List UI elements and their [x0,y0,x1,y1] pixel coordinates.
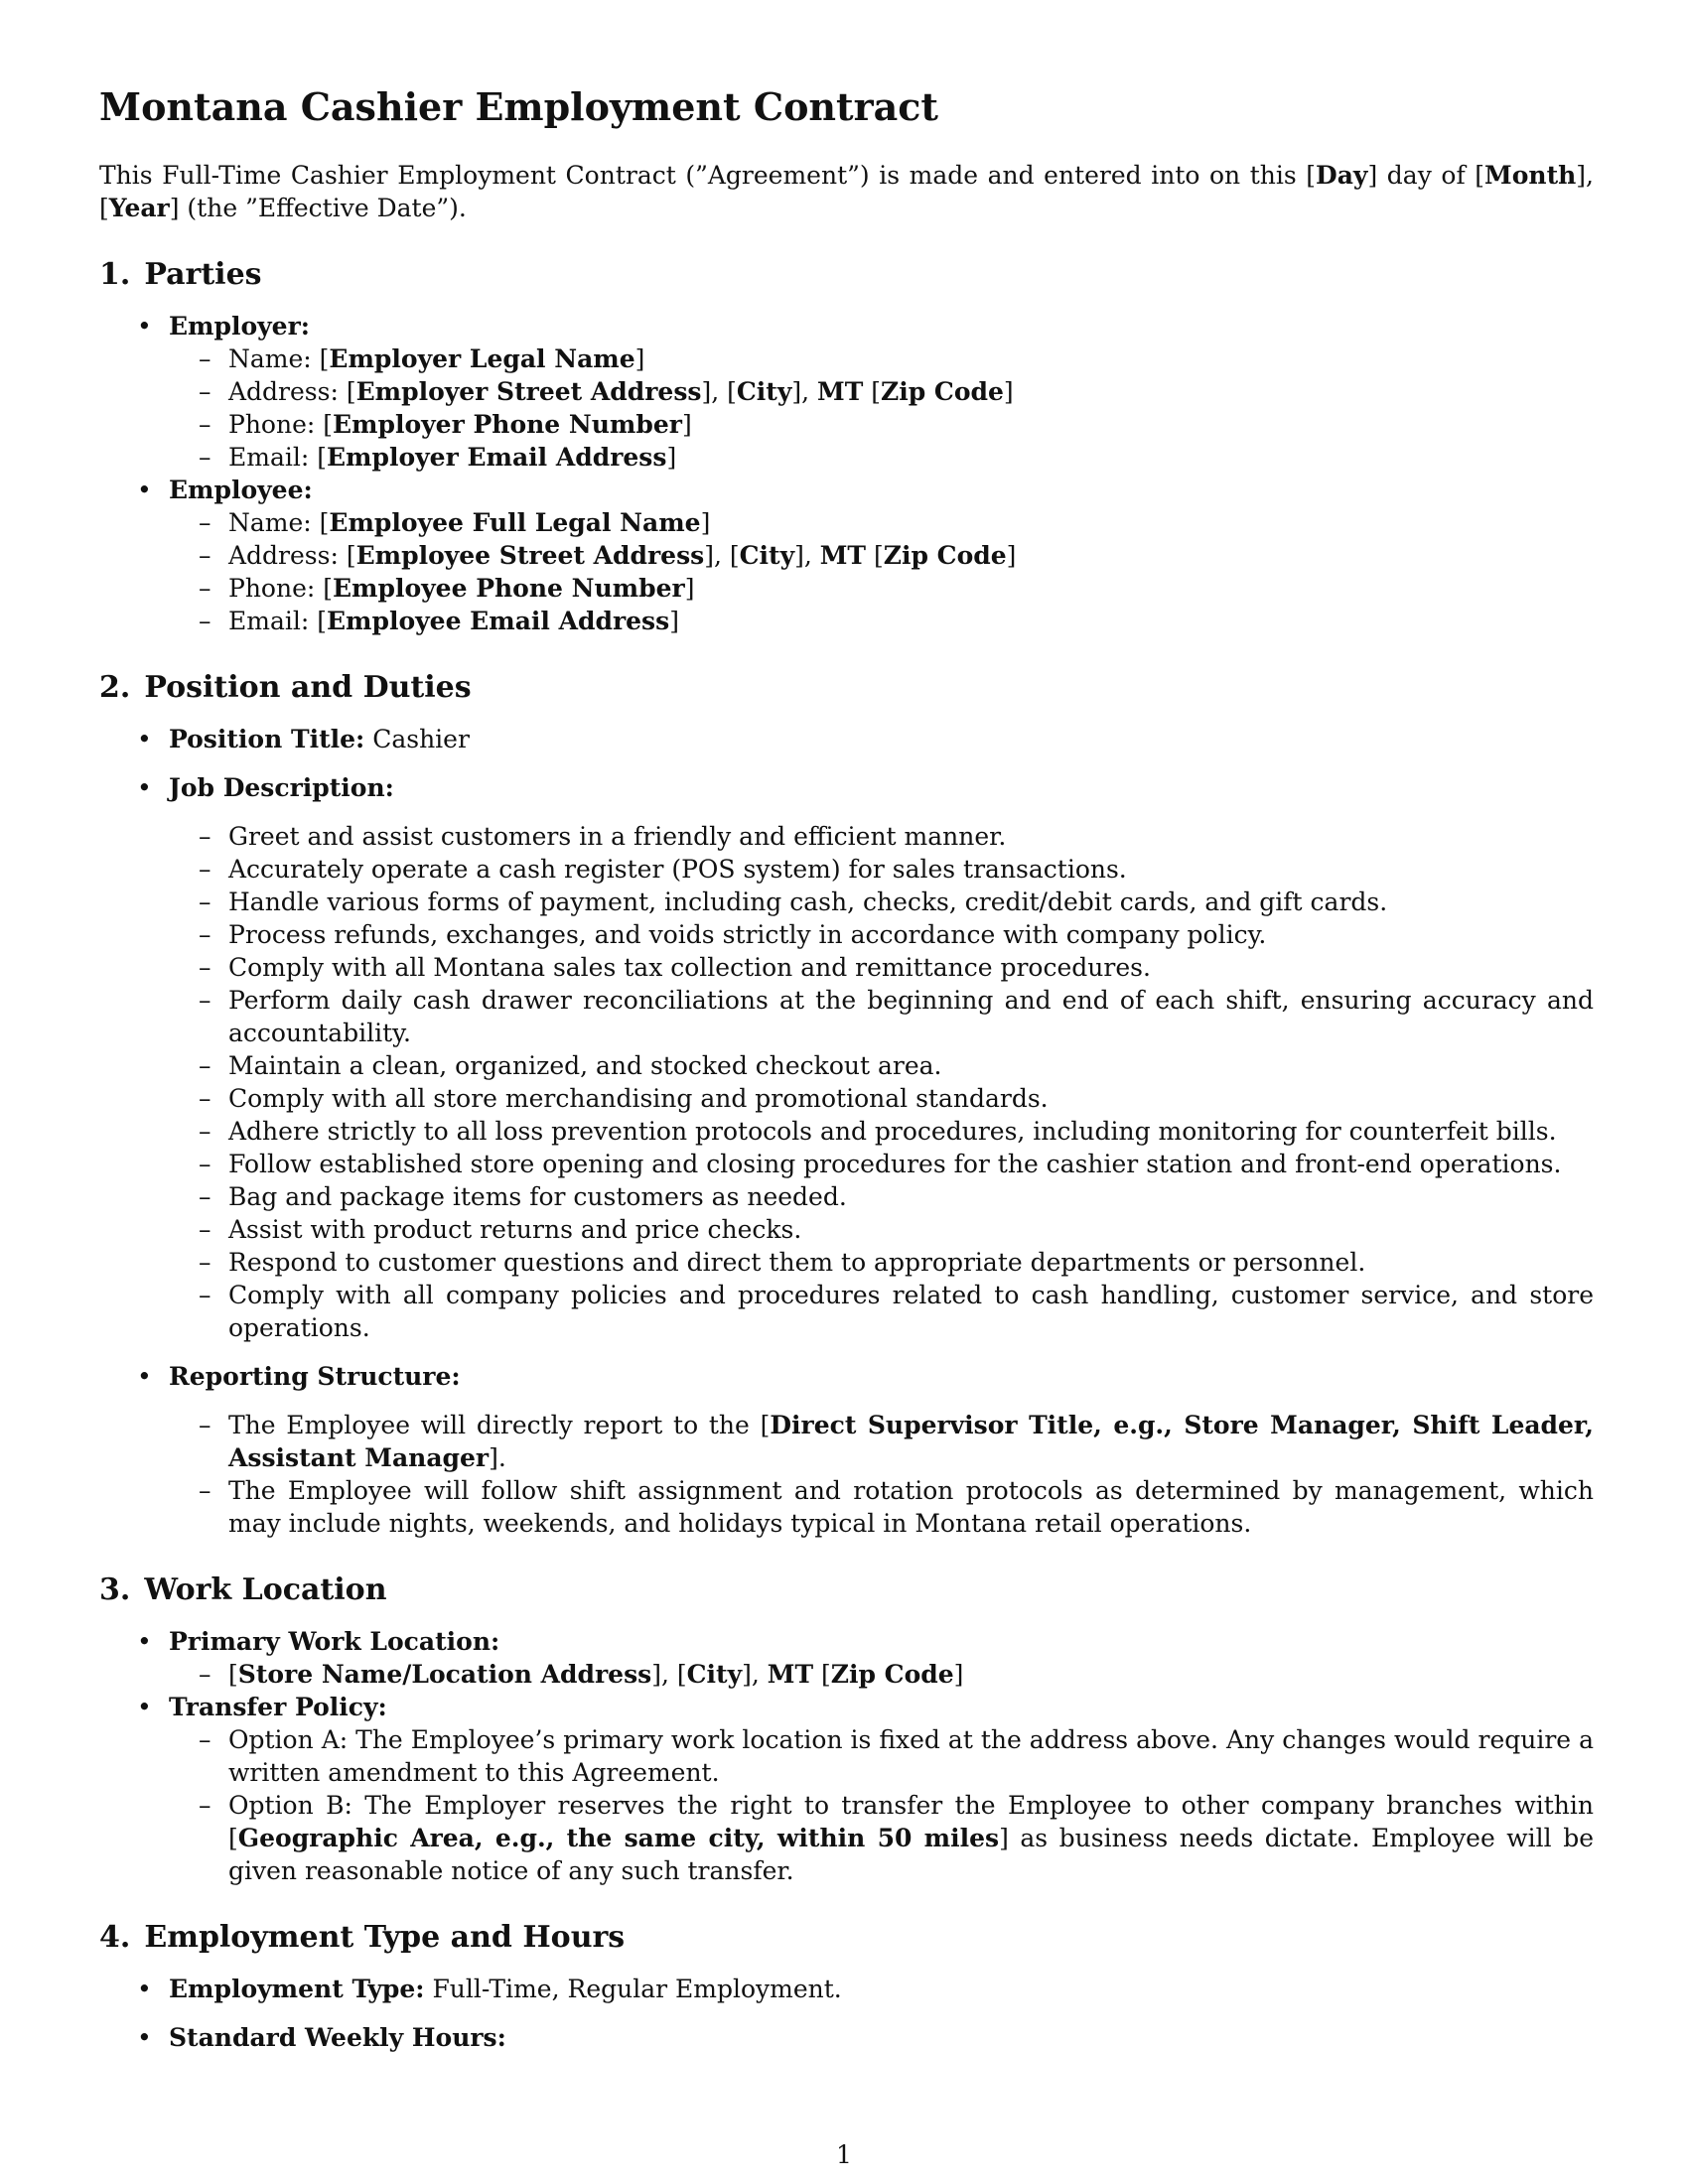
list-item: – Accurately operate a cash register (POS system) for sales transactions. [169,853,1594,886]
list-item: – Respond to customer questions and direct them to appropriate departments or personnel. [169,1246,1594,1279]
list-item: – Process refunds, exchanges, and voids strictly in accordance with company policy. [169,918,1594,951]
section-heading: 4. Employment Type and Hours [99,1920,626,1955]
list-item: – Adhere strictly to all loss prevention protocols and procedures, including monitoring for counterfeit bills. [169,1115,1594,1148]
list-item: – Bag and package items for customers as needed. [169,1180,1594,1213]
employer-email: – Email: [Employer Email Address] [169,441,1594,474]
transfer-policy-item: • Transfer Policy: – Option A: The Employee’s primary work location is fixed at the address above. Any changes would require a written amendment to this Agreement. – Option B: The Employer reserves the right to transfer the Employee to other company branches within [Geographic Area, e.g., the same city, within 50 miles] as business needs dictate. Employee will be given reasonable notice of any such transfer. [99,1691,1594,1887]
section-heading: 1. Parties [99,257,262,292]
option-b: – Option B: The Employer reserves the right to transfer the Employee to other company branches within [Geographic Area, e.g., the same city, within 50 miles] as business needs dictate. Employee will be given reasonable notice of any such transfer. [169,1789,1594,1887]
duties-list [169,820,1594,1344]
list-item: – Follow established store opening and closing procedures for the cashier station and front-end operations. [169,1148,1594,1180]
list-item: – The Employee will follow shift assignment and rotation protocols as determined by management, which may include nights, weekends, and holidays typical in Montana retail operations. [169,1474,1594,1540]
list-item: – Comply with all store merchandising and promotional standards. [169,1082,1594,1115]
section-heading: 2. Position and Duties [99,670,472,705]
employer-item: • Employer: – Name: [Employer Legal Name] – Address: [Employer Street Address], [City], MT [Zip Code] – Phone: [Employer Phone Number] – Email: [Employer Email Address] [99,310,1594,474]
document-title: Montana Cashier Employment Contract [99,84,938,129]
list-item: – Comply with all Montana sales tax collection and remittance procedures. [169,951,1594,984]
employee-address: – Address: [Employee Street Address], [City], MT [Zip Code] [169,539,1594,572]
employee-phone: – Phone: [Employee Phone Number] [169,572,1594,605]
section-heading: 3. Work Location [99,1572,387,1607]
employer-address: – Address: [Employer Street Address], [City], MT [Zip Code] [169,375,1594,408]
list-item: – Maintain a clean, organized, and stocked checkout area. [169,1049,1594,1082]
page-number: 1 [836,2140,852,2169]
employer-name: – Name: [Employer Legal Name] [169,342,1594,375]
section-position-duties [99,669,1594,1540]
list-item: – Assist with product returns and price checks. [169,1213,1594,1246]
primary-location-item: • Primary Work Location: – [Store Name/Location Address], [City], MT [Zip Code] [99,1625,1594,1691]
employee-name: – Name: [Employee Full Legal Name] [169,506,1594,539]
section-work-location [99,1571,1594,1887]
intro-paragraph: This Full-Time Cashier Employment Contract (”Agreement”) is made and entered into on this [Day] day of [Month], [Year] (the ”Effective Date”). [99,161,1594,222]
reporting-structure-item: • Reporting Structure: – The Employee will directly report to the [Direct Supervisor Title, e.g., Store Manager, Shift Leader, Assistant Manager]. – The Employee will follow shift assignment and rotation protocols as determined by management, which may include nights, weekends, and holidays typical in Montana retail operations. [99,1360,1594,1540]
list-item: – Comply with all company policies and procedures related to cash handling, customer service, and store operations. [169,1279,1594,1344]
list-item: – Greet and assist customers in a friendly and efficient manner. [169,820,1594,853]
section-employment-type [99,1919,1594,2054]
option-a: – Option A: The Employee’s primary work location is fixed at the address above. Any changes would require a written amendment to this Agreement. [169,1723,1594,1789]
weekly-hours-item: • Standard Weekly Hours: [99,2021,1594,2054]
section-parties [99,256,1594,637]
contract-page [99,85,1594,2086]
employment-type-item: • Employment Type: Full-Time, Regular Employment. [99,1973,1594,2005]
employer-phone: – Phone: [Employer Phone Number] [169,408,1594,441]
location-address: – [Store Name/Location Address], [City], MT [Zip Code] [169,1658,1594,1691]
employee-email: – Email: [Employee Email Address] [169,605,1594,637]
year-placeholder: Year [108,194,170,222]
employee-item: • Employee: – Name: [Employee Full Legal Name] – Address: [Employee Street Address], [City], MT [Zip Code] – Phone: [Employee Phone Number] – Email: [Employee Email Address] [99,474,1594,637]
list-item: – Perform daily cash drawer reconciliations at the beginning and end of each shift, ensuring accuracy and accountability. [169,984,1594,1049]
list-item: – The Employee will directly report to the [Direct Supervisor Title, e.g., Store Manager, Shift Leader, Assistant Manager]. [169,1409,1594,1474]
day-placeholder: Day [1316,161,1368,190]
list-item: – Handle various forms of payment, including cash, checks, credit/debit cards, and gift cards. [169,886,1594,918]
month-placeholder: Month [1484,161,1577,190]
job-description-item: • Job Description: – Greet and assist customers in a friendly and efficient manner. – Accurately operate a cash register (POS system) for sales transactions. – Handle various forms of payment, including cash, checks, credit/debit cards, and gift cards. – Process refunds, exchanges, and voids strictly in accordance with company policy. – Comply with all Montana sales tax collection and remittance procedures. – Perform daily cash drawer reconciliations at the beginning and end of each shift, ensuring accuracy and accountability. – Maintain a clean, organized, and stocked checkout area. – Comply with all store merchandising and promotional standards. – Adhere strictly to all loss prevention protocols and procedures, including monitoring for counterfeit bills. – Follow established store opening and closing procedures for the cashier station and front-end operations. – Bag and package items for customers as needed. – Assist with product returns and price checks. – Respond to customer questions and direct them to appropriate departments or personnel. – Comply with all company policies and procedures related to cash handling, customer service, and store operations. [99,771,1594,1344]
position-title-item: • Position Title: Cashier [99,723,1594,755]
